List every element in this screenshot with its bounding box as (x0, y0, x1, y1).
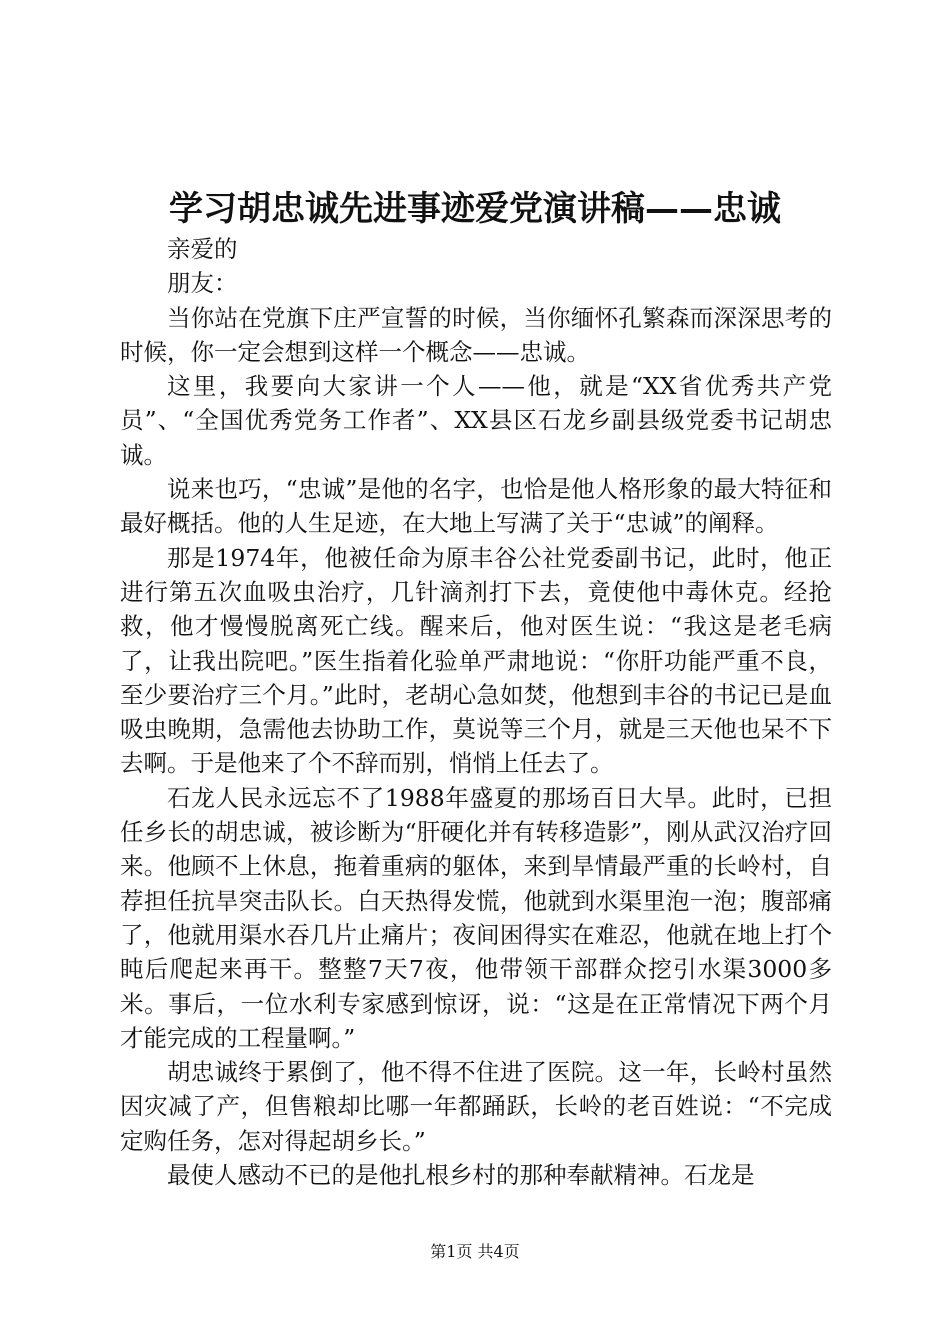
page-number: 第1页 共4页 (430, 1242, 520, 1261)
body-paragraph: 说来也巧，“忠诚”是他的名字，也恰是他人格形象的最大特征和最好概括。他的人生足迹，在大地上写满了关于“忠诚”的阐释。 (120, 475, 832, 538)
body-paragraph: 当你站在党旗下庄严宣誓的时候，当你缅怀孔繁森而深深思考的时候，你一定会想到这样一个概念——忠诚。 (120, 303, 832, 366)
body-paragraph: 最使人感动不已的是他扎根乡村的那种奉献精神。石龙是 (167, 1161, 755, 1190)
body-paragraph: 石龙人民永远忘不了1988年盛夏的那场百日大旱。此时，已担任乡长的胡忠诚，被诊断为“肝硬化并有转移造影”，刚从武汉治疗回来。他顾不上休息，拖着重病的躯体，来到旱情最严重的长岭村，自荐担任抗旱突击队长。白天热得发慌，他就到水渠里泡一泡；腹部痛了，他就用渠水吞几片止痛片；夜间困得实在难忍，他就在地上打个盹后爬起来再干。整整7天7夜，他带领干部群众挖引水渠3000多米。事后，一位水利专家感到惊讶，说：“这是在正常情况下两个月才能完成的工程量啊。” (120, 783, 832, 1052)
salutation-line: 亲爱的 (167, 235, 238, 263)
body-paragraph: 这里，我要向大家讲一个人——他，就是“XX省优秀共产党员”、“全国优秀党务工作者”、XX县区石龙乡副县级党委书记胡忠诚。 (120, 372, 832, 469)
salutation-line: 朋友： (167, 269, 238, 298)
body-paragraph: 胡忠诚终于累倒了，他不得不住进了医院。这一年，长岭村虽然因灾减了产，但售粮却比哪一年都踊跃，长岭的老百姓说：“不完成定购任务，怎对得起胡乡长。” (120, 1058, 832, 1155)
body-paragraph: 那是1974年，他被任命为原丰谷公社党委副书记，此时，他正进行第五次血吸虫治疗，几针滴剂打下去，竟使他中毒休克。经抢救，他才慢慢脱离死亡线。醒来后，他对医生说：“我这是老毛病了，让我出院吧。”医生指着化验单严肃地说：“你肝功能严重不良，至少要治疗三个月。”此时，老胡心急如焚，他想到丰谷的书记已是血吸虫晚期，急需他去协助工作，莫说等三个月，就是三天他也呆不下去啊。于是他来了个不辞而别，悄悄上任去了。 (120, 543, 832, 778)
document-title: 学习胡忠诚先进事迹爱党演讲稿——忠诚 (169, 189, 781, 229)
page-footer (0, 1240, 950, 1264)
document-body (120, 232, 832, 1192)
